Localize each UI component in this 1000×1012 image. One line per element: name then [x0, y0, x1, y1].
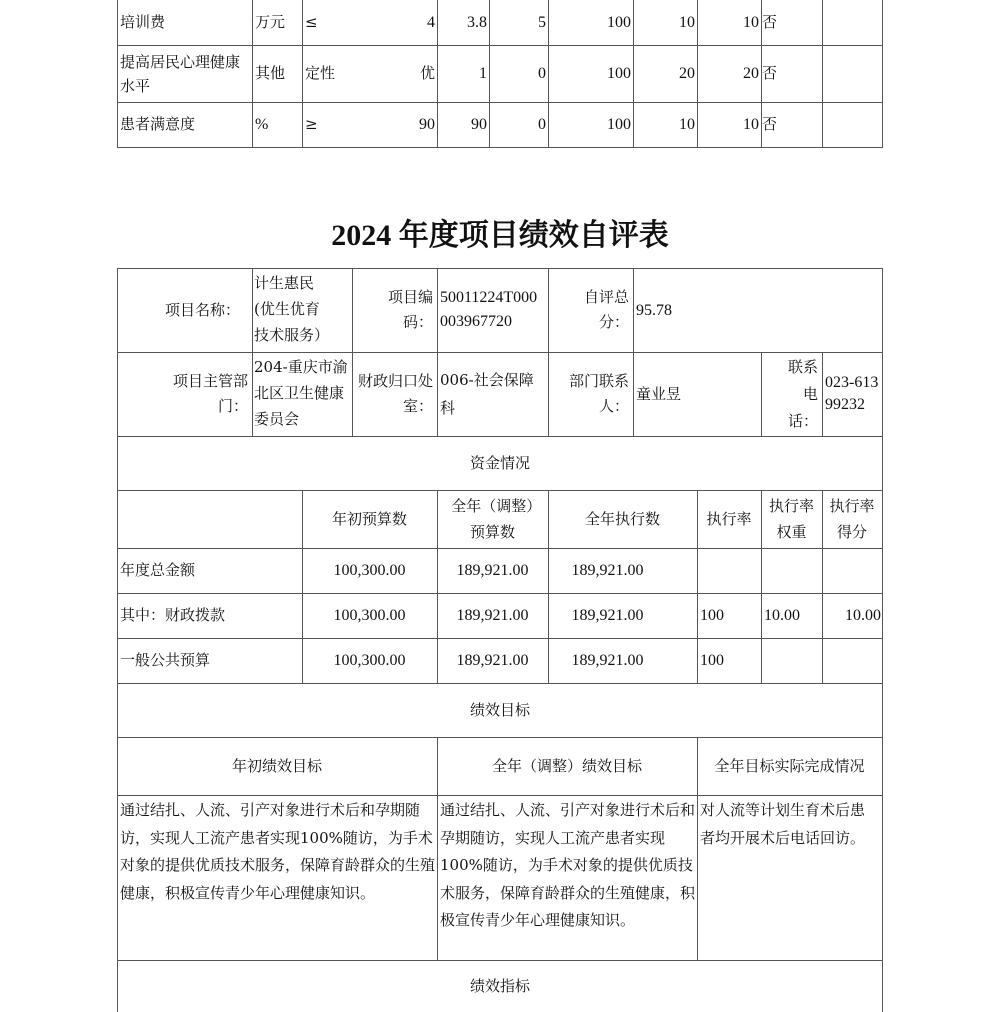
- divider: [822, 0, 823, 148]
- fund-row-label: 年度总金额: [120, 561, 196, 579]
- col-header-initial: 年初预算数: [331, 509, 407, 528]
- indicator-target: 4: [427, 14, 435, 31]
- goals-section-title: 绩效目标: [469, 700, 530, 719]
- indicator-name: 提高居民心理健康水平: [120, 52, 241, 95]
- finance-value: 006-社会保障科: [440, 371, 534, 417]
- indicator-name: 患者满意度: [120, 115, 196, 133]
- fund-weight: 10.00: [764, 607, 800, 624]
- fund-initial: 100,300.00: [333, 607, 406, 624]
- funds-section-title: 资金情况: [469, 453, 530, 472]
- phone-value: 023-61399232: [825, 374, 879, 413]
- indicator-unit: 其他: [255, 64, 286, 82]
- col-header-actual-completion: 全年目标实际完成情况: [714, 756, 865, 775]
- indicator-name: 培训费: [120, 13, 166, 31]
- indicator-value: 100: [607, 14, 631, 31]
- indicator-value: 100: [607, 116, 631, 133]
- phone-label: 联系电话：: [787, 357, 818, 430]
- fund-initial: 100,300.00: [333, 562, 406, 579]
- project-code-value: 50011224T000003967720: [440, 289, 538, 330]
- fund-adjusted: 189,921.00: [456, 652, 529, 669]
- fund-initial: 100,300.00: [333, 652, 406, 669]
- page-title: 2024 年度项目绩效自评表: [331, 219, 669, 252]
- indicator-actual: 1: [479, 65, 487, 82]
- indicator-value: 5: [538, 14, 546, 31]
- col-header-executed: 全年执行数: [584, 509, 660, 528]
- col-header-adjusted-goal: 全年（调整）绩效目标: [491, 756, 642, 775]
- indicators-section-title: 绩效指标: [469, 976, 530, 995]
- project-name-value: 计生惠民(优生优育技术服务）: [254, 274, 330, 344]
- indicator-unit: %: [255, 116, 269, 133]
- contact-value: 童业昱: [636, 384, 682, 403]
- fund-adjusted: 189,921.00: [456, 562, 529, 579]
- indicator-weight: 10: [679, 14, 695, 31]
- indicator-flag: 否: [762, 64, 778, 82]
- project-code-label: 项目编码：: [387, 288, 433, 331]
- adjusted-goal-text: 通过结扎、人流、引产对象进行术后和孕期随访，实现人工流产患者实现 100%随访，为手术对象的提供优质技术服务，保障育龄群众的生殖健康，积极宣传青少年心理健康知识。: [440, 801, 696, 929]
- contact-label: 部门联系人：: [568, 372, 629, 415]
- fund-score: 10.00: [845, 607, 881, 624]
- divider: [117, 795, 883, 796]
- indicator-score: 10: [743, 116, 759, 133]
- fund-row-label: 其中：财政拨款: [120, 606, 226, 624]
- fund-executed: 189,921.00: [571, 562, 644, 579]
- indicator-operator: 定性: [305, 64, 336, 82]
- col-header-score: 执行率得分: [829, 497, 875, 541]
- indicator-weight: 10: [679, 116, 695, 133]
- fund-executed: 189,921.00: [571, 607, 644, 624]
- indicator-weight: 20: [679, 65, 695, 82]
- indicator-operator: ≥: [305, 115, 318, 133]
- fund-rate: 100: [700, 607, 724, 624]
- fund-row-label: 一般公共预算: [120, 651, 211, 669]
- col-header-initial-goal: 年初绩效目标: [231, 756, 322, 775]
- score-value: 95.78: [636, 301, 672, 319]
- indicator-target: 优: [419, 64, 435, 82]
- indicator-score: 10: [743, 14, 759, 31]
- divider: [882, 268, 883, 1012]
- dept-value: 204-重庆市渝北区卫生健康委员会: [254, 358, 348, 428]
- score-label: 自评总分：: [583, 288, 629, 331]
- indicator-actual: 90: [471, 116, 487, 133]
- indicator-value: 100: [607, 65, 631, 82]
- indicator-target: 90: [419, 116, 435, 133]
- dept-label: 项目主管部门：: [172, 372, 248, 415]
- col-header-weight: 执行率权重: [768, 497, 814, 541]
- divider: [117, 147, 883, 148]
- indicator-value: 0: [538, 116, 546, 133]
- indicator-flag: 否: [762, 115, 778, 133]
- divider: [882, 0, 883, 148]
- indicator-unit: 万元: [255, 13, 286, 31]
- fund-executed: 189,921.00: [571, 652, 644, 669]
- initial-goal-text: 通过结扎、人流、引产对象进行术后和孕期随访，实现人工流产患者实现100%随访，为手术对象的提供优质技术服务，保障育龄群众的生殖健康，积极宣传青少年心理健康知识。: [120, 801, 436, 902]
- indicator-operator: ≤: [305, 13, 318, 31]
- fund-rate: 100: [700, 652, 724, 669]
- col-header-adjusted: 全年（调整）预算数: [451, 497, 534, 541]
- indicator-value: 0: [538, 65, 546, 82]
- project-name-label: 项目名称：: [164, 300, 240, 319]
- actual-completion-text: 对人流等计划生育术后患者均开展术后电话回访。: [700, 801, 866, 847]
- fund-adjusted: 189,921.00: [456, 607, 529, 624]
- finance-label: 财政归口处室：: [357, 372, 433, 415]
- col-header-rate: 执行率: [706, 509, 752, 528]
- indicator-flag: 否: [762, 13, 778, 31]
- indicator-score: 20: [743, 65, 759, 82]
- indicator-actual: 3.8: [467, 14, 487, 31]
